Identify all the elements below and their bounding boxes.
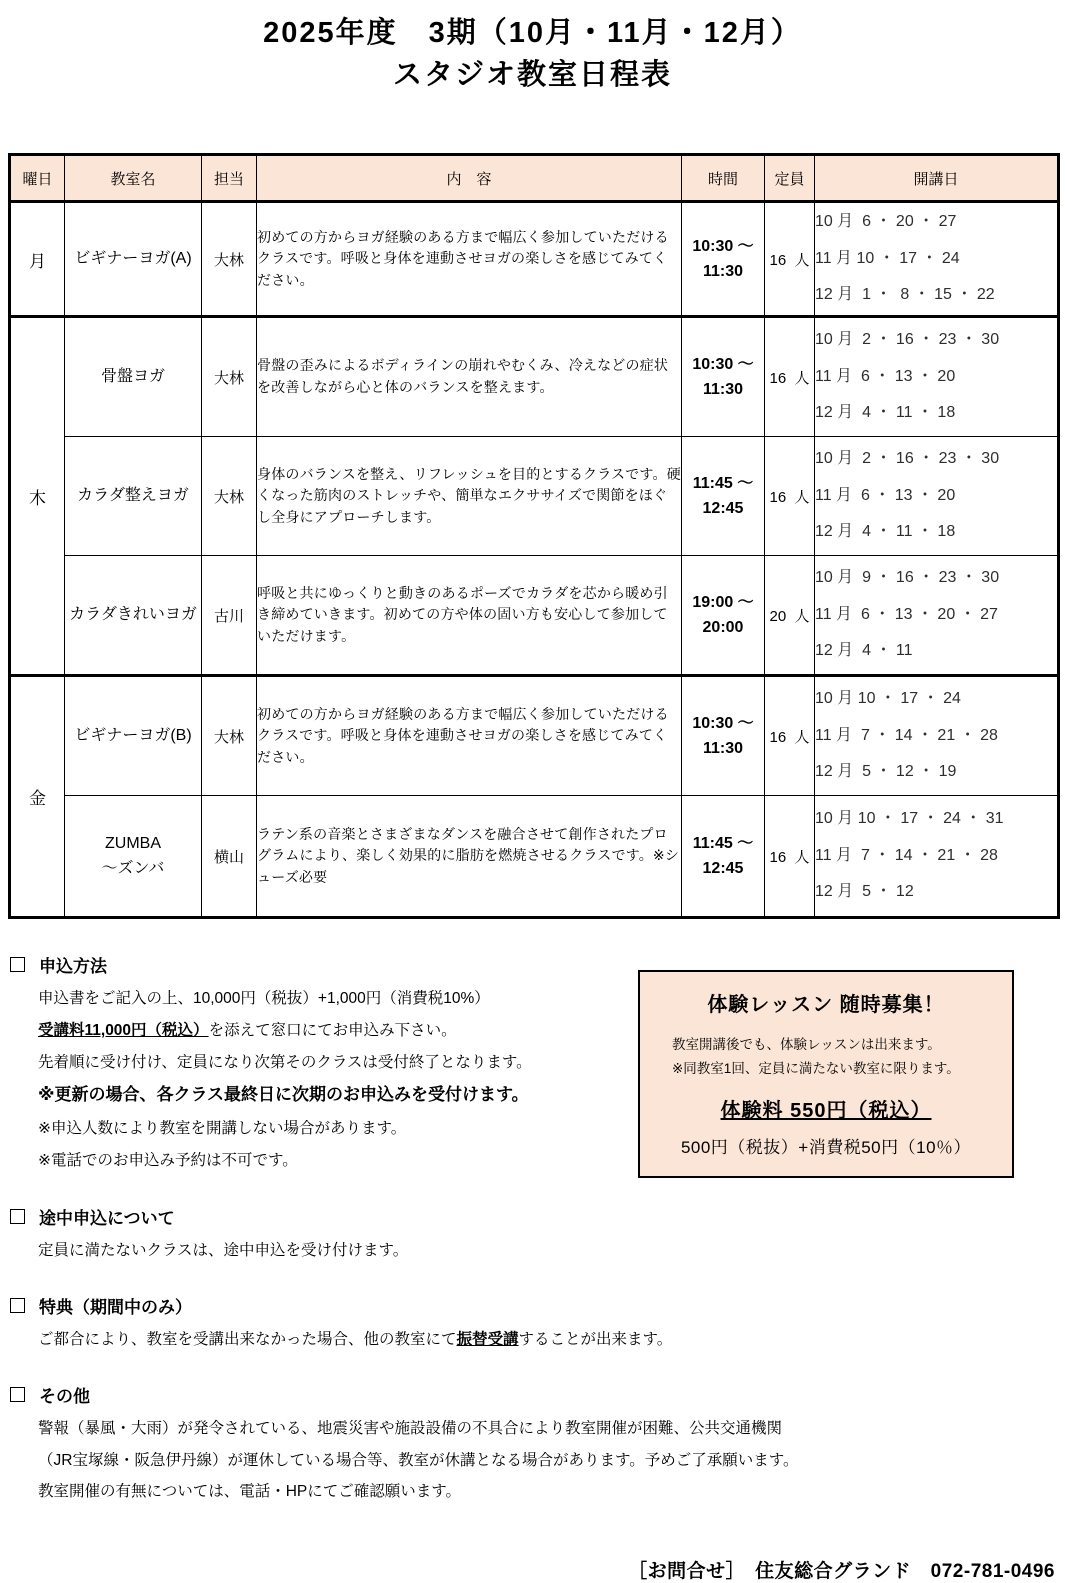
day-cell-friday: 金 [10, 676, 65, 918]
dates-october: 10 月 10 ・ 17 ・ 24 ・ 31 [815, 809, 1004, 827]
time-start: 11:45 ～ [692, 474, 754, 492]
class-name-cell: カラダ整えヨガ [65, 437, 202, 556]
apply-method-body [38, 983, 638, 1177]
apply-line-4: ※更新の場合、各クラス最終日に次期のお申込みを受付けます。 [38, 1085, 529, 1105]
day-cell-monday: 月 [10, 202, 65, 317]
dates-october: 10 月 6 ・ 20 ・ 27 [815, 212, 957, 230]
day-cell-thursday: 木 [10, 317, 65, 676]
dates-december: 12 月 4 ・ 11 ・ 18 [815, 404, 956, 422]
instructor-cell: 横山 [202, 796, 257, 918]
trial-price-title: 体験料 550円（税込） [720, 1100, 932, 1123]
col-header-time: 時間 [682, 155, 765, 202]
apply-line-5: ※申込人数により教室を開講しない場合があります。 [38, 1120, 407, 1138]
dates-november: 11 月 6 ・ 13 ・ 20 ・ 27 [815, 605, 998, 623]
time-start: 10:30 ～ [692, 355, 754, 373]
midway-heading [10, 1204, 1057, 1229]
dates-cell [815, 317, 1059, 437]
class-name-cell: ビギナーヨガ(A) [65, 202, 202, 317]
trial-note-1: 教室開講後でも、体験レッスンは出来ます。 [672, 1037, 941, 1053]
dates-cell [815, 202, 1059, 317]
capacity-cell: 16 人 [765, 317, 815, 437]
contact-footer: ［お問合せ］ 住友総合グランド 072-781-0496 [628, 1561, 1055, 1583]
midway-body: 定員に満たないクラスは、途中申込を受け付けます。 [38, 1242, 409, 1260]
time-cell [682, 317, 765, 437]
table-row-monday-beginner-yoga-a [10, 202, 1059, 317]
time-start: 11:45 ～ [692, 834, 754, 852]
table-row-friday-beginner-yoga-b [10, 676, 1059, 796]
col-header-description: 内 容 [257, 155, 682, 202]
capacity-cell: 20 人 [765, 556, 815, 676]
dates-november: 11 月 7 ・ 14 ・ 21 ・ 28 [815, 846, 998, 864]
time-end: 20:00 [702, 619, 744, 637]
page-title [8, 12, 1057, 96]
dates-cell [815, 437, 1059, 556]
col-header-class-name: 教室名 [65, 155, 202, 202]
time-start: 10:30 ～ [692, 237, 754, 255]
time-cell [682, 437, 765, 556]
time-end: 12:45 [702, 860, 744, 878]
capacity-cell: 16 人 [765, 676, 815, 796]
description-cell: 骨盤の歪みによるボディラインの崩れやむくみ、冷えなどの症状を改善しながら心と体のバランスを整えます。 [257, 317, 682, 437]
time-start: 10:30 ～ [692, 714, 754, 732]
time-end: 12:45 [702, 500, 744, 518]
col-header-capacity: 定員 [765, 155, 815, 202]
dates-cell [815, 796, 1059, 918]
dates-november: 11 月 7 ・ 14 ・ 21 ・ 28 [815, 726, 998, 744]
checkbox-icon [10, 1298, 25, 1313]
table-header-row [10, 155, 1059, 202]
checkbox-icon [10, 1387, 25, 1402]
apply-method-heading [10, 952, 638, 977]
description-cell: 初めての方からヨガ経験のある方まで幅広く参加していただけるクラスです。呼吸と身体を連動させヨガの楽しさを感じてみてください。 [257, 676, 682, 796]
dates-october: 10 月 10 ・ 17 ・ 24 [815, 689, 961, 707]
instructor-cell: 大林 [202, 202, 257, 317]
instructor-cell: 大林 [202, 437, 257, 556]
apply-line-1: 申込書をご記入の上、10,000円（税抜）+1,000円（消費税10%） [38, 990, 490, 1008]
apply-line-2 [38, 1015, 638, 1047]
dates-december: 12 月 1 ・ 8 ・ 15 ・ 22 [815, 286, 995, 304]
dates-october: 10 月 2 ・ 16 ・ 23 ・ 30 [815, 330, 1000, 348]
benefit-text-emphasis: 振替受講 [456, 1331, 519, 1349]
section-apply-method [8, 952, 638, 1177]
table-row-thursday-karada-totonoe-yoga [10, 437, 1059, 556]
class-name-cell: ZUMBA ～ズンバ [65, 796, 202, 918]
checkbox-icon [10, 1209, 25, 1224]
midway-heading-label: 途中申込について [39, 1209, 175, 1229]
instructor-cell: 大林 [202, 317, 257, 437]
description-cell: ラテン系の音楽とさまざまなダンスを融合させて創作されたプログラムにより、楽しく効果的に脂肪を燃焼させるクラスです。※シューズ必要 [257, 796, 682, 918]
schedule-table [8, 153, 1060, 919]
dates-december: 12 月 4 ・ 11 [815, 642, 913, 660]
table-row-thursday-pelvis-yoga [10, 317, 1059, 437]
title-line1: 2025年度 3期（10月・11月・12月） [263, 17, 802, 49]
other-heading [10, 1382, 1057, 1407]
time-start: 19:00 ～ [692, 593, 754, 611]
class-name-cell: ビギナーヨガ(B) [65, 676, 202, 796]
time-end: 11:30 [702, 740, 744, 758]
time-cell [682, 202, 765, 317]
instructor-cell: 大林 [202, 676, 257, 796]
time-end: 11:30 [702, 381, 744, 399]
time-cell [682, 556, 765, 676]
benefit-text-pre: ご都合により、教室を受講出来なかった場合、他の教室にて [38, 1331, 457, 1349]
description-cell: 初めての方からヨガ経験のある方まで幅広く参加していただけるクラスです。呼吸と身体を連動させヨガの楽しさを感じてみてください。 [257, 202, 682, 317]
trial-note-2: ※同教室1回、定員に満たない教室に限ります。 [672, 1060, 960, 1076]
fee-highlight: 受講料11,000円（税込） [38, 1021, 209, 1039]
description-cell: 呼吸と共にゆっくりと動きのあるポーズでカラダを芯から暖め引き締めていきます。初めての方や体の固い方も安心して参加していただけます。 [257, 556, 682, 676]
time-cell [682, 796, 765, 918]
class-name-cell: カラダきれいヨガ [65, 556, 202, 676]
dates-october: 10 月 2 ・ 16 ・ 23 ・ 30 [815, 449, 1000, 467]
dates-november: 11 月 10 ・ 17 ・ 24 [815, 249, 960, 267]
other-heading-label: その他 [39, 1386, 90, 1406]
apply-line-3: 先着順に受け付け、定員になり次第そのクラスは受付終了となります。 [38, 1053, 532, 1071]
fee-rest: を添えて窓口にてお申込み下さい。 [208, 1021, 457, 1039]
dates-december: 12 月 4 ・ 11 ・ 18 [815, 523, 956, 541]
class-name-cell: 骨盤ヨガ [65, 317, 202, 437]
apply-line-6: ※電話でのお申込み予約は不可です。 [38, 1152, 298, 1169]
other-body: 警報（暴風・大雨）が発令されている、地震災害や施設設備の不具合により教室開催が困難、公共交通機関 （JR宝塚線・阪急伊丹線）が運休している場合等、教室が休講となる場合があります。予めご了承願います。 教室開催の有無については、電話・HPにてご確認願います。 [38, 1419, 799, 1501]
benefit-heading [10, 1293, 1057, 1318]
dates-december: 12 月 5 ・ 12 ・ 19 [815, 763, 957, 781]
col-header-instructor: 担当 [202, 155, 257, 202]
checkbox-icon [10, 957, 25, 972]
section-midway-apply [8, 1204, 1057, 1267]
benefit-heading-label: 特典（期間中のみ） [39, 1298, 192, 1318]
dates-cell [815, 556, 1059, 676]
capacity-cell: 16 人 [765, 437, 815, 556]
benefit-body [38, 1324, 1057, 1356]
time-cell [682, 676, 765, 796]
title-line2: スタジオ教室日程表 [392, 59, 672, 92]
apply-and-trial-row [8, 952, 1057, 1178]
trial-price-detail: 500円（税抜）+消費税50円（10％） [680, 1138, 972, 1158]
trial-lesson-notes [672, 1033, 1002, 1080]
description-cell: 身体のバランスを整え、リフレッシュを目的とするクラスです。硬くなった筋肉のストレッチや、簡単なエクササイズで関節をほぐし全身にアプローチします。 [257, 437, 682, 556]
dates-cell [815, 676, 1059, 796]
benefit-text-post: することが出来ます。 [518, 1331, 673, 1349]
capacity-cell: 16 人 [765, 202, 815, 317]
dates-october: 10 月 9 ・ 16 ・ 23 ・ 30 [815, 568, 1000, 586]
trial-lesson-box [638, 970, 1014, 1178]
instructor-cell: 古川 [202, 556, 257, 676]
dates-december: 12 月 5 ・ 12 [815, 883, 914, 901]
table-row-thursday-karada-kirei-yoga [10, 556, 1059, 676]
dates-november: 11 月 6 ・ 13 ・ 20 [815, 486, 956, 504]
col-header-day: 曜日 [10, 155, 65, 202]
dates-november: 11 月 6 ・ 13 ・ 20 [815, 367, 956, 385]
table-row-friday-zumba [10, 796, 1059, 918]
capacity-cell: 16 人 [765, 796, 815, 918]
apply-method-heading-label: 申込方法 [39, 957, 107, 977]
trial-lesson-title: 体験レッスン 随時募集！ [707, 994, 945, 1017]
section-other [8, 1382, 1057, 1508]
col-header-dates: 開講日 [815, 155, 1059, 202]
time-end: 11:30 [702, 263, 744, 281]
section-benefit [8, 1293, 1057, 1356]
